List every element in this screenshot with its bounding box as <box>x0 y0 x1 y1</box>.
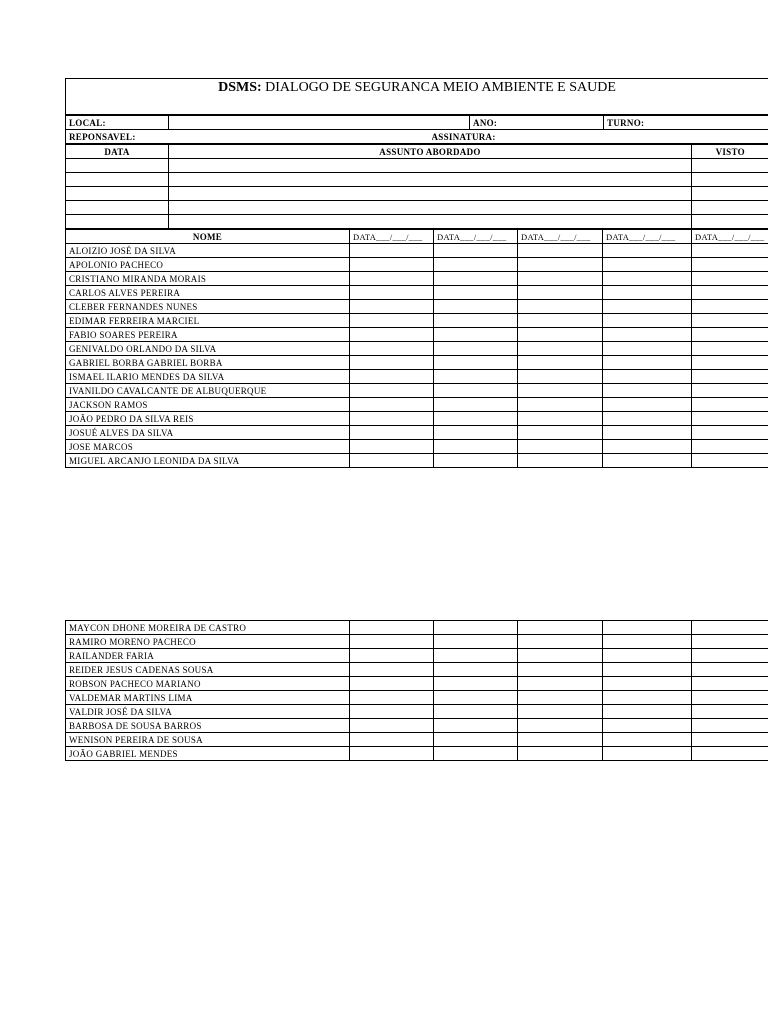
attendance-signature-cell[interactable] <box>603 412 692 426</box>
table-row <box>66 691 768 705</box>
attendee-name: EDIMAR FERREIRA MARCIEL <box>66 314 350 328</box>
table-row <box>66 328 768 342</box>
attendance-signature-cell[interactable] <box>518 384 603 398</box>
local-field[interactable] <box>169 116 470 130</box>
attendance-signature-cell[interactable] <box>518 677 603 691</box>
attendance-signature-cell[interactable] <box>692 649 768 663</box>
attendee-name: MIGUEL ARCANJO LEONIDA DA SILVA <box>66 454 350 468</box>
attendance-signature-cell[interactable] <box>350 300 434 314</box>
attendance-signature-cell[interactable] <box>692 747 768 761</box>
attendance-signature-cell[interactable] <box>350 384 434 398</box>
local-label: LOCAL: <box>66 116 169 130</box>
attendance-signature-cell[interactable] <box>350 747 434 761</box>
form-title <box>65 78 768 115</box>
attendance-signature-cell[interactable] <box>603 384 692 398</box>
table-row <box>66 733 768 747</box>
attendance-signature-cell[interactable] <box>603 398 692 412</box>
attendance-signature-cell[interactable] <box>518 328 603 342</box>
attendance-signature-cell[interactable] <box>434 733 518 747</box>
table-row <box>66 314 768 328</box>
topic-date-cell[interactable] <box>66 201 169 215</box>
attendance-signature-cell[interactable] <box>603 454 692 468</box>
data-column-header: DATA <box>66 145 169 159</box>
attendance-signature-cell[interactable] <box>350 370 434 384</box>
attendance-signature-cell[interactable] <box>692 314 768 328</box>
attendee-name: WENISON PEREIRA DE SOUSA <box>66 733 350 747</box>
attendance-table-continued <box>65 620 768 761</box>
attendance-signature-cell[interactable] <box>603 649 692 663</box>
attendance-signature-cell[interactable] <box>350 705 434 719</box>
attendance-signature-cell[interactable] <box>518 314 603 328</box>
attendance-signature-cell[interactable] <box>434 663 518 677</box>
topics-table <box>65 144 768 229</box>
attendance-signature-cell[interactable] <box>692 300 768 314</box>
attendance-signature-cell[interactable] <box>518 440 603 454</box>
attendance-signature-cell[interactable] <box>692 677 768 691</box>
attendance-signature-cell[interactable] <box>434 440 518 454</box>
attendee-name: ROBSON PACHECO MARIANO <box>66 677 350 691</box>
table-row <box>66 384 768 398</box>
attendance-signature-cell[interactable] <box>350 454 434 468</box>
date-column-header: DATA___/___/___ <box>603 230 692 244</box>
attendance-signature-cell[interactable] <box>350 244 434 258</box>
attendance-signature-cell[interactable] <box>434 719 518 733</box>
attendance-signature-cell[interactable] <box>350 412 434 426</box>
table-row <box>66 621 768 635</box>
attendance-signature-cell[interactable] <box>603 440 692 454</box>
attendee-name: IVANILDO CAVALCANTE DE ALBUQUERQUE <box>66 384 350 398</box>
attendance-signature-cell[interactable] <box>518 370 603 384</box>
attendance-signature-cell[interactable] <box>692 384 768 398</box>
attendance-signature-cell[interactable] <box>350 314 434 328</box>
attendance-signature-cell[interactable] <box>692 258 768 272</box>
topic-row <box>66 173 768 187</box>
attendance-signature-cell[interactable] <box>692 370 768 384</box>
table-row <box>66 356 768 370</box>
attendance-signature-cell[interactable] <box>603 300 692 314</box>
attendance-signature-cell[interactable] <box>350 398 434 412</box>
attendee-name: JACKSON RAMOS <box>66 398 350 412</box>
table-row <box>66 426 768 440</box>
attendance-signature-cell[interactable] <box>434 370 518 384</box>
attendee-name: GENIVALDO ORLANDO DA SILVA <box>66 342 350 356</box>
attendee-name: RAMIRO MORENO PACHECO <box>66 635 350 649</box>
attendance-signature-cell[interactable] <box>692 705 768 719</box>
attendance-signature-cell[interactable] <box>603 426 692 440</box>
attendance-signature-cell[interactable] <box>692 440 768 454</box>
title-acronym: DSMS: <box>218 80 262 95</box>
attendance-signature-cell[interactable] <box>434 454 518 468</box>
attendance-signature-cell[interactable] <box>692 719 768 733</box>
attendance-signature-cell[interactable] <box>350 440 434 454</box>
attendance-signature-cell[interactable] <box>350 621 434 635</box>
table-row <box>66 635 768 649</box>
table-row <box>66 677 768 691</box>
attendance-signature-cell[interactable] <box>603 663 692 677</box>
attendance-signature-cell[interactable] <box>434 244 518 258</box>
attendance-signature-cell[interactable] <box>518 356 603 370</box>
attendance-signature-cell[interactable] <box>518 412 603 426</box>
table-row <box>66 370 768 384</box>
topic-subject-cell[interactable] <box>169 187 692 201</box>
attendance-signature-cell[interactable] <box>434 286 518 300</box>
attendance-signature-cell[interactable] <box>434 677 518 691</box>
attendance-signature-cell[interactable] <box>603 635 692 649</box>
attendance-signature-cell[interactable] <box>603 691 692 705</box>
assunto-column-header: ASSUNTO ABORDADO <box>169 145 692 159</box>
attendance-signature-cell[interactable] <box>434 300 518 314</box>
topic-visto-cell[interactable] <box>692 215 768 229</box>
topic-date-cell[interactable] <box>66 173 169 187</box>
attendance-signature-cell[interactable] <box>603 356 692 370</box>
topic-visto-cell[interactable] <box>692 159 768 173</box>
attendance-signature-cell[interactable] <box>603 370 692 384</box>
attendance-continuation <box>65 620 768 761</box>
topic-row <box>66 187 768 201</box>
attendance-signature-cell[interactable] <box>692 272 768 286</box>
attendance-signature-cell[interactable] <box>434 314 518 328</box>
attendance-signature-cell[interactable] <box>692 663 768 677</box>
attendance-signature-cell[interactable] <box>692 328 768 342</box>
attendance-signature-cell[interactable] <box>350 719 434 733</box>
topic-row <box>66 159 768 173</box>
nome-column-header: NOME <box>66 230 350 244</box>
attendance-signature-cell[interactable] <box>350 272 434 286</box>
topic-visto-cell[interactable] <box>692 187 768 201</box>
responsavel-label: REPONSAVEL: <box>66 130 432 144</box>
attendance-signature-cell[interactable] <box>434 258 518 272</box>
date-column-header: DATA___/___/___ <box>434 230 518 244</box>
topic-date-cell[interactable] <box>66 215 169 229</box>
attendee-name: ALOIZIO JOSÉ DA SILVA <box>66 244 350 258</box>
attendance-signature-cell[interactable] <box>350 286 434 300</box>
attendance-signature-cell[interactable] <box>350 663 434 677</box>
attendance-signature-cell[interactable] <box>518 258 603 272</box>
attendance-signature-cell[interactable] <box>350 691 434 705</box>
table-row <box>66 649 768 663</box>
attendee-name: CARLOS ALVES PEREIRA <box>66 286 350 300</box>
ano-label: ANO: <box>470 116 604 130</box>
attendance-signature-cell[interactable] <box>518 300 603 314</box>
attendee-name: JOÃO GABRIEL MENDES <box>66 747 350 761</box>
topic-visto-cell[interactable] <box>692 173 768 187</box>
topic-subject-cell[interactable] <box>169 201 692 215</box>
attendance-signature-cell[interactable] <box>350 733 434 747</box>
attendee-name: REIDER JESUS CADENAS SOUSA <box>66 663 350 677</box>
attendee-name: GABRIEL BORBA GABRIEL BORBA <box>66 356 350 370</box>
turno-label: TURNO: <box>604 116 768 130</box>
table-row <box>66 747 768 761</box>
attendance-signature-cell[interactable] <box>603 747 692 761</box>
attendance-signature-cell[interactable] <box>603 705 692 719</box>
attendance-signature-cell[interactable] <box>434 384 518 398</box>
attendance-signature-cell[interactable] <box>692 286 768 300</box>
attendee-name: CRISTIANO MIRANDA MORAIS <box>66 272 350 286</box>
attendance-signature-cell[interactable] <box>434 426 518 440</box>
table-row <box>66 258 768 272</box>
attendee-name: JOSE MARCOS <box>66 440 350 454</box>
table-row <box>66 244 768 258</box>
attendee-name: ISMAEL ILARIO MENDES DA SILVA <box>66 370 350 384</box>
topic-subject-cell[interactable] <box>169 159 692 173</box>
form-sheet <box>65 78 768 468</box>
attendance-signature-cell[interactable] <box>518 286 603 300</box>
attendance-signature-cell[interactable] <box>692 691 768 705</box>
attendee-name: RAILANDER FARIA <box>66 649 350 663</box>
attendance-signature-cell[interactable] <box>518 621 603 635</box>
attendee-name: VALDEMAR MARTINS LIMA <box>66 691 350 705</box>
attendee-name: FABIO SOARES PEREIRA <box>66 328 350 342</box>
attendance-signature-cell[interactable] <box>518 733 603 747</box>
attendee-name: BARBOSA DE SOUSA BARROS <box>66 719 350 733</box>
attendance-signature-cell[interactable] <box>692 342 768 356</box>
topic-date-cell[interactable] <box>66 159 169 173</box>
attendance-signature-cell[interactable] <box>350 258 434 272</box>
attendee-name: CLEBER FERNANDES NUNES <box>66 300 350 314</box>
attendance-signature-cell[interactable] <box>603 733 692 747</box>
attendance-signature-cell[interactable] <box>434 635 518 649</box>
table-row <box>66 342 768 356</box>
table-row <box>66 398 768 412</box>
attendance-signature-cell[interactable] <box>603 244 692 258</box>
topic-row <box>66 201 768 215</box>
date-column-header: DATA___/___/___ <box>692 230 768 244</box>
attendance-signature-cell[interactable] <box>692 733 768 747</box>
attendance-signature-cell[interactable] <box>518 454 603 468</box>
assinatura-label: ASSINATURA: <box>432 130 768 144</box>
topic-date-cell[interactable] <box>66 187 169 201</box>
attendance-signature-cell[interactable] <box>350 356 434 370</box>
title-text: DIALOGO DE SEGURANCA MEIO AMBIENTE E SAUDE <box>261 80 616 95</box>
attendance-signature-cell[interactable] <box>434 398 518 412</box>
attendance-signature-cell[interactable] <box>603 328 692 342</box>
attendance-signature-cell[interactable] <box>350 635 434 649</box>
attendance-signature-cell[interactable] <box>434 705 518 719</box>
attendance-signature-cell[interactable] <box>603 272 692 286</box>
attendance-signature-cell[interactable] <box>434 412 518 426</box>
attendance-signature-cell[interactable] <box>518 649 603 663</box>
attendance-signature-cell[interactable] <box>692 635 768 649</box>
attendance-signature-cell[interactable] <box>603 286 692 300</box>
table-row <box>66 663 768 677</box>
attendance-signature-cell[interactable] <box>350 677 434 691</box>
attendance-signature-cell[interactable] <box>350 328 434 342</box>
attendance-signature-cell[interactable] <box>518 663 603 677</box>
date-column-header: DATA___/___/___ <box>518 230 603 244</box>
attendance-signature-cell[interactable] <box>434 356 518 370</box>
table-row <box>66 454 768 468</box>
attendance-signature-cell[interactable] <box>518 691 603 705</box>
attendance-signature-cell[interactable] <box>518 398 603 412</box>
attendance-signature-cell[interactable] <box>692 621 768 635</box>
attendance-signature-cell[interactable] <box>603 677 692 691</box>
table-row <box>66 440 768 454</box>
attendance-signature-cell[interactable] <box>350 649 434 663</box>
attendance-signature-cell[interactable] <box>518 272 603 286</box>
attendance-signature-cell[interactable] <box>692 398 768 412</box>
date-column-header: DATA___/___/___ <box>350 230 434 244</box>
topic-subject-cell[interactable] <box>169 173 692 187</box>
attendance-signature-cell[interactable] <box>518 719 603 733</box>
visto-column-header: VISTO <box>692 145 768 159</box>
topic-visto-cell[interactable] <box>692 201 768 215</box>
attendance-signature-cell[interactable] <box>518 244 603 258</box>
topic-subject-cell[interactable] <box>169 215 692 229</box>
attendance-signature-cell[interactable] <box>434 342 518 356</box>
table-row <box>66 412 768 426</box>
attendee-name: JOÃO PEDRO DA SILVA REIS <box>66 412 350 426</box>
attendance-signature-cell[interactable] <box>603 621 692 635</box>
attendee-name: JOSUÉ ALVES DA SILVA <box>66 426 350 440</box>
attendance-signature-cell[interactable] <box>603 342 692 356</box>
attendance-signature-cell[interactable] <box>518 705 603 719</box>
attendance-signature-cell[interactable] <box>434 328 518 342</box>
attendee-name: APOLONIO PACHECO <box>66 258 350 272</box>
attendance-signature-cell[interactable] <box>692 244 768 258</box>
table-row <box>66 286 768 300</box>
attendance-signature-cell[interactable] <box>692 426 768 440</box>
attendance-signature-cell[interactable] <box>518 635 603 649</box>
attendance-signature-cell[interactable] <box>434 747 518 761</box>
header-table <box>65 115 768 144</box>
table-row <box>66 272 768 286</box>
attendance-signature-cell[interactable] <box>350 426 434 440</box>
attendance-signature-cell[interactable] <box>518 747 603 761</box>
attendance-signature-cell[interactable] <box>434 649 518 663</box>
attendance-signature-cell[interactable] <box>434 691 518 705</box>
attendance-signature-cell[interactable] <box>692 412 768 426</box>
attendance-signature-cell[interactable] <box>603 314 692 328</box>
attendance-signature-cell[interactable] <box>603 719 692 733</box>
table-row <box>66 719 768 733</box>
table-row <box>66 705 768 719</box>
attendance-signature-cell[interactable] <box>518 342 603 356</box>
attendance-signature-cell[interactable] <box>518 426 603 440</box>
attendance-table <box>65 229 768 468</box>
attendance-signature-cell[interactable] <box>434 621 518 635</box>
attendance-signature-cell[interactable] <box>692 454 768 468</box>
attendance-signature-cell[interactable] <box>692 356 768 370</box>
topic-row <box>66 215 768 229</box>
attendance-signature-cell[interactable] <box>350 342 434 356</box>
attendee-name: MAYCON DHONE MOREIRA DE CASTRO <box>66 621 350 635</box>
table-row <box>66 300 768 314</box>
attendee-name: VALDIR JOSÉ DA SILVA <box>66 705 350 719</box>
attendance-signature-cell[interactable] <box>603 258 692 272</box>
attendance-signature-cell[interactable] <box>434 272 518 286</box>
